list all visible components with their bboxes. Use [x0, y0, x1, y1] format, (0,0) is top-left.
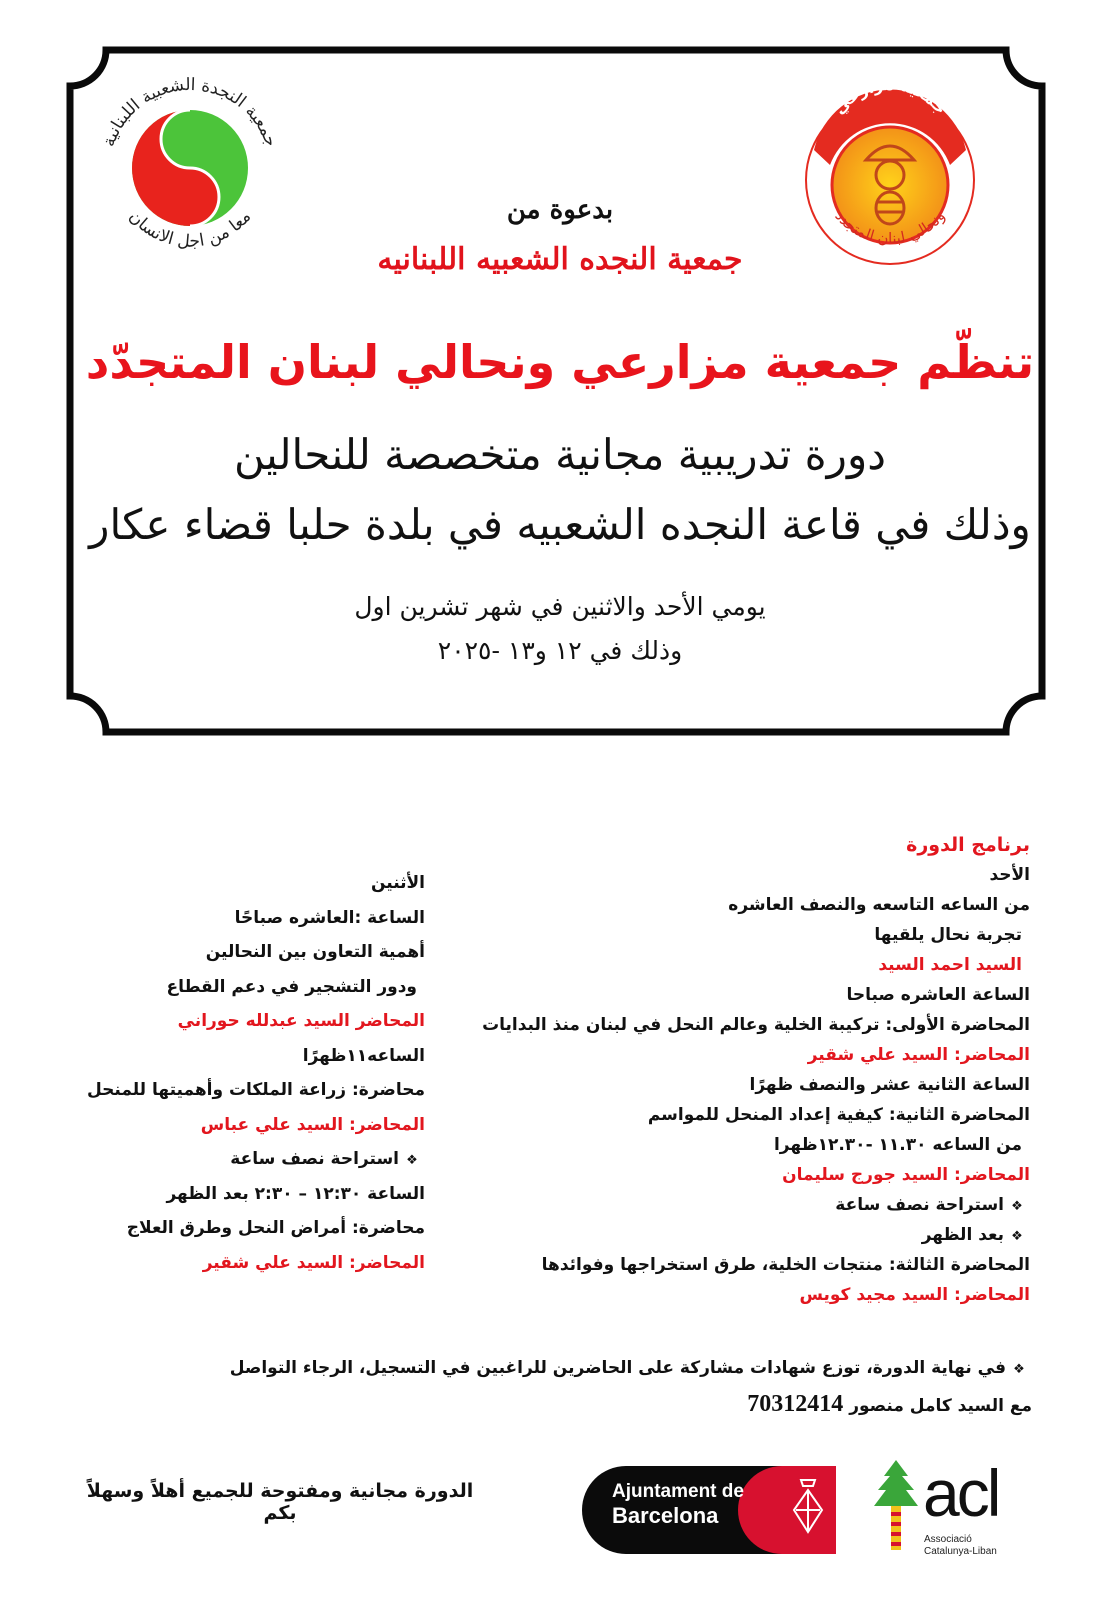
course-dates: وذلك في ١٢ و١٣ -٢٠٢٥: [437, 636, 683, 665]
schedule-line: [65, 1108, 425, 1143]
schedule-line: [65, 1177, 425, 1212]
schedule-line-text: المحاضر: السيد علي عباس: [200, 1114, 425, 1135]
venue-description: وذلك في قاعة النجده الشعبيه في بلدة حلبا قضاء عكار: [89, 500, 1031, 549]
schedule-line: [65, 1039, 425, 1074]
schedule-line: [450, 1250, 1030, 1280]
program-title: برنامج الدورة: [906, 834, 1030, 856]
schedule-line: [450, 1040, 1030, 1070]
schedule-line-text: الساعه١١ظهرًا: [302, 1045, 425, 1066]
day-label-sunday: الأحد: [989, 865, 1030, 885]
bullet-icon: ❖: [1011, 1199, 1023, 1214]
schedule-line: [65, 901, 425, 936]
contact-phone[interactable]: 70312414: [747, 1391, 844, 1417]
schedule-line-text: تجربة نحال يلقيها: [874, 925, 1022, 945]
schedule-line: [65, 1073, 425, 1108]
schedule-line: [450, 1220, 1030, 1250]
program-monday-column: [65, 866, 425, 1280]
schedule-line: [450, 1190, 1030, 1220]
schedule-line: [450, 1100, 1030, 1130]
schedule-line-text: الساعة العاشره صباحا: [846, 985, 1030, 1005]
schedule-line: [450, 890, 1030, 920]
schedule-line-text: الساعة الثانية عشر والنصف ظهرًا: [749, 1075, 1030, 1095]
schedule-line-text: ودور التشجير في دعم القطاع: [166, 976, 417, 997]
farmers-logo-top-text: جمعية مزارعي: [829, 80, 951, 118]
welcome-message: الدورة مجانية ومفتوحة للجميع أهلاً وسهلاً بكم: [86, 1480, 474, 1524]
schedule-line-text: محاضرة: زراعة الملكات وأهميتها للمنحل: [86, 1080, 425, 1100]
course-description: دورة تدريبية مجانية متخصصة للنحالين: [234, 430, 886, 479]
barcelona-logo-line1: Ajuntament de: [612, 1481, 744, 1502]
bullet-icon: ❖: [1013, 1362, 1025, 1377]
schedule-line-text: محاضرة: أمراض النحل وطرق العلاج: [126, 1218, 425, 1238]
schedule-line-text: استراحة نصف ساعة: [230, 1149, 399, 1169]
day-label-monday: الأثنين: [370, 873, 425, 893]
schedule-line: [450, 1130, 1030, 1160]
schedule-line-text: أهمية التعاون بين النحالين: [205, 942, 425, 962]
schedule-line-text: السيد احمد السيد: [878, 955, 1022, 975]
organizer-title: تنظّم جمعية مزارعي ونحالي لبنان المتجدّد: [85, 335, 1035, 389]
najdeh-logo: [85, 60, 295, 270]
schedule-line-text: المحاضر: السيد مجيد كويس: [799, 1285, 1030, 1305]
schedule-line: [450, 980, 1030, 1010]
schedule-line: [65, 1211, 425, 1246]
schedule-line: [450, 1160, 1030, 1190]
barcelona-logo: [582, 1466, 836, 1554]
schedule-line-text: من الساعه التاسعه والنصف العاشره: [728, 895, 1030, 915]
schedule-line: [65, 935, 425, 970]
program-sunday-column: [450, 830, 1030, 1310]
najdeh-logo-bottom-text: معا من اجل الانسان: [124, 206, 256, 252]
schedule-line-text: استراحة نصف ساعة: [835, 1195, 1004, 1215]
schedule-line-text: المحاضرة الثالثة: منتجات الخلية، طرق استخراجها وفوائدها: [541, 1255, 1030, 1275]
schedule-line: [450, 950, 1030, 980]
cedar-tree-icon: [868, 1458, 924, 1558]
bullet-icon: ❖: [1011, 1229, 1023, 1244]
najdeh-logo-top-text: جمعية النجدة الشعبية اللبنانية: [98, 74, 282, 150]
monday-schedule: [65, 901, 425, 1281]
course-days: يومي الأحد والاثنين في شهر تشرين اول: [354, 592, 766, 621]
schedule-line-text: المحاضر السيد عبدلله حوراني: [177, 1011, 425, 1031]
schedule-line: [65, 1246, 425, 1281]
sunday-schedule: [450, 890, 1030, 1310]
contact-person: مع السيد كامل منصور: [849, 1396, 1032, 1416]
schedule-line: [65, 1004, 425, 1039]
acl-logo-sub2: Catalunya-Liban: [924, 1546, 997, 1557]
schedule-line-text: المحاضرة الأولى: تركيبة الخلية وعالم النحل في لبنان منذ البدايات: [482, 1015, 1030, 1035]
schedule-line-text: المحاضرة الثانية: كيفية إعداد المنحل للمواسم: [647, 1105, 1030, 1125]
schedule-line-text: بعد الظهر: [921, 1225, 1004, 1245]
farmers-logo-bottom-text: ونحالي لبنان المتجدد: [831, 207, 949, 248]
acl-logo-word: acl: [923, 1456, 999, 1530]
schedule-line: [450, 1070, 1030, 1100]
certificate-note-text: في نهاية الدورة، توزع شهادات مشاركة على الحاضرين للراغبين في التسجيل، الرجاء التواصل: [229, 1358, 1006, 1378]
schedule-line-text: المحاضر: السيد علي شقير: [807, 1045, 1030, 1065]
bullet-icon: ❖: [406, 1153, 418, 1168]
schedule-line-text: المحاضر: السيد جورج سليمان: [782, 1165, 1030, 1185]
schedule-line-text: المحاضر: السيد علي شقير: [202, 1252, 425, 1273]
invite-label: بدعوة من: [506, 195, 614, 225]
schedule-line: [450, 920, 1030, 950]
schedule-line-text: من الساعه ١١.٣٠ -١٢.٣٠ظهرا: [773, 1135, 1022, 1155]
acl-logo-sub1: Associació: [924, 1534, 972, 1545]
barcelona-logo-line2: Barcelona: [612, 1503, 719, 1528]
inviting-organization: جمعية النجده الشعبيه اللبنانيه: [377, 242, 743, 277]
schedule-line-text: الساعة :العاشره صباحًا: [234, 907, 425, 928]
acl-logo: [868, 1458, 1028, 1578]
schedule-line: [450, 1280, 1030, 1310]
schedule-line: [65, 970, 425, 1005]
schedule-line-text: الساعة ١٢:٣٠ – ٢:٣٠ بعد الظهر: [166, 1183, 425, 1204]
schedule-line: [65, 1142, 425, 1177]
schedule-line: [450, 1010, 1030, 1040]
certificate-note: [212, 1350, 1032, 1422]
